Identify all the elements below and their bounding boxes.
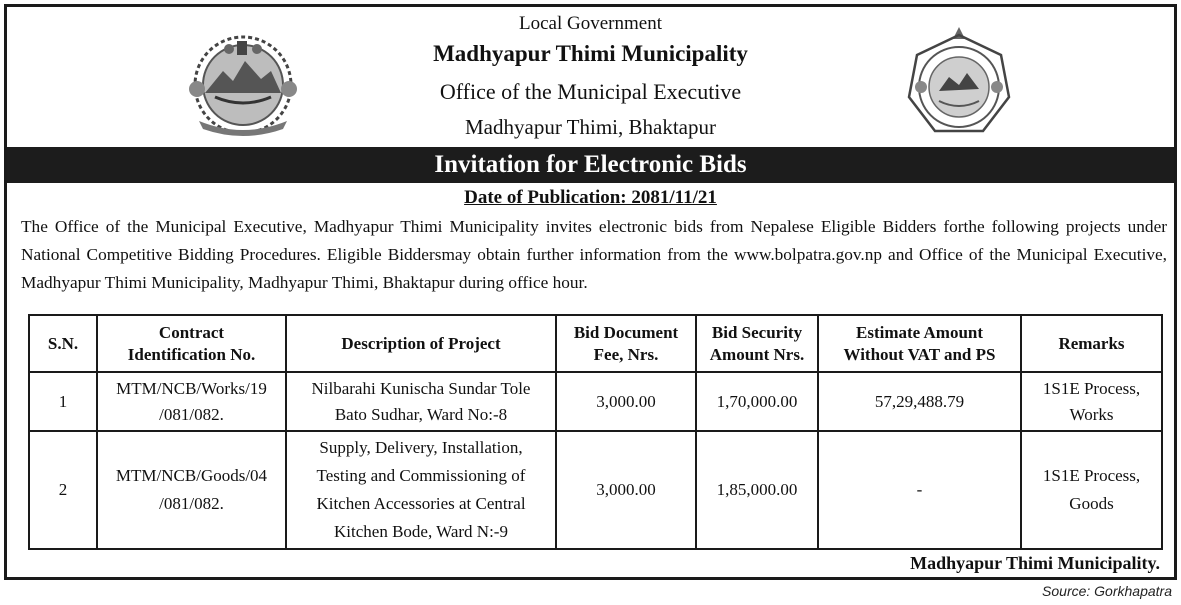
bids-table	[28, 314, 1163, 550]
publication-date: Date of Publication: 2081/11/21	[464, 187, 717, 208]
table-header-row	[29, 315, 1162, 372]
header-municipality-name: Madhyapur Thimi Municipality	[433, 41, 748, 66]
signature-municipality: Madhyapur Thimi Municipality.	[910, 553, 1160, 573]
notice-title-banner: Invitation for Electronic Bids	[7, 147, 1174, 183]
table-row	[29, 431, 1162, 549]
notice-frame	[4, 4, 1177, 580]
table-row	[29, 372, 1162, 431]
cell-security: 1,85,000.00	[696, 431, 818, 549]
col-header-sn: S.N.	[29, 315, 97, 372]
cell-estimate: -	[818, 431, 1021, 549]
cell-sn: 2	[29, 431, 97, 549]
notice-header	[7, 7, 1174, 147]
cell-estimate: 57,29,488.79	[818, 372, 1021, 431]
cell-contract-id: MTM/NCB/Goods/04 /081/082.	[97, 431, 286, 549]
header-local-government: Local Government	[519, 13, 662, 34]
source-credit: Source: Gorkhapatra	[1042, 583, 1172, 599]
cell-fee: 3,000.00	[556, 431, 696, 549]
col-header-estimate: Estimate Amount Without VAT and PS	[818, 315, 1021, 372]
cell-security: 1,70,000.00	[696, 372, 818, 431]
cell-sn: 1	[29, 372, 97, 431]
cell-description: Supply, Delivery, Installation, Testing and Commissioning of Kitchen Accessories at Central Kitchen Bode, Ward N:-9	[286, 431, 556, 549]
cell-remarks: 1S1E Process, Goods	[1021, 431, 1162, 549]
col-header-contract: Contract Identification No.	[97, 315, 286, 372]
cell-contract-id: MTM/NCB/Works/19 /081/082.	[97, 372, 286, 431]
municipality-seal-icon	[899, 21, 1019, 141]
cell-fee: 3,000.00	[556, 372, 696, 431]
col-header-description: Description of Project	[286, 315, 556, 372]
header-office-name: Office of the Municipal Executive	[439, 79, 742, 104]
cell-description: Nilbarahi Kunischa Sundar Tole Bato Sudhar, Ward No:-8	[286, 372, 556, 431]
col-header-security: Bid Security Amount Nrs.	[696, 315, 818, 372]
col-header-remarks: Remarks	[1021, 315, 1162, 372]
cell-remarks: 1S1E Process, Works	[1021, 372, 1162, 431]
col-header-fee: Bid Document Fee, Nrs.	[556, 315, 696, 372]
intro-paragraph: The Office of the Municipal Executive, Madhyapur Thimi Municipality invites electronic bids from Nepalese Eligible Bidders forthe following projects under National Competitive Bidding Procedures. Eligible Biddersmay obtain further information from the www.bolpatra.gov.np and Office of the Municipal Executive, Madhyapur Thimi Municipality, Madhyapur Thimi, Bhaktapur during office hour.	[21, 217, 1167, 292]
header-address: Madhyapur Thimi, Bhaktapur	[465, 115, 716, 139]
